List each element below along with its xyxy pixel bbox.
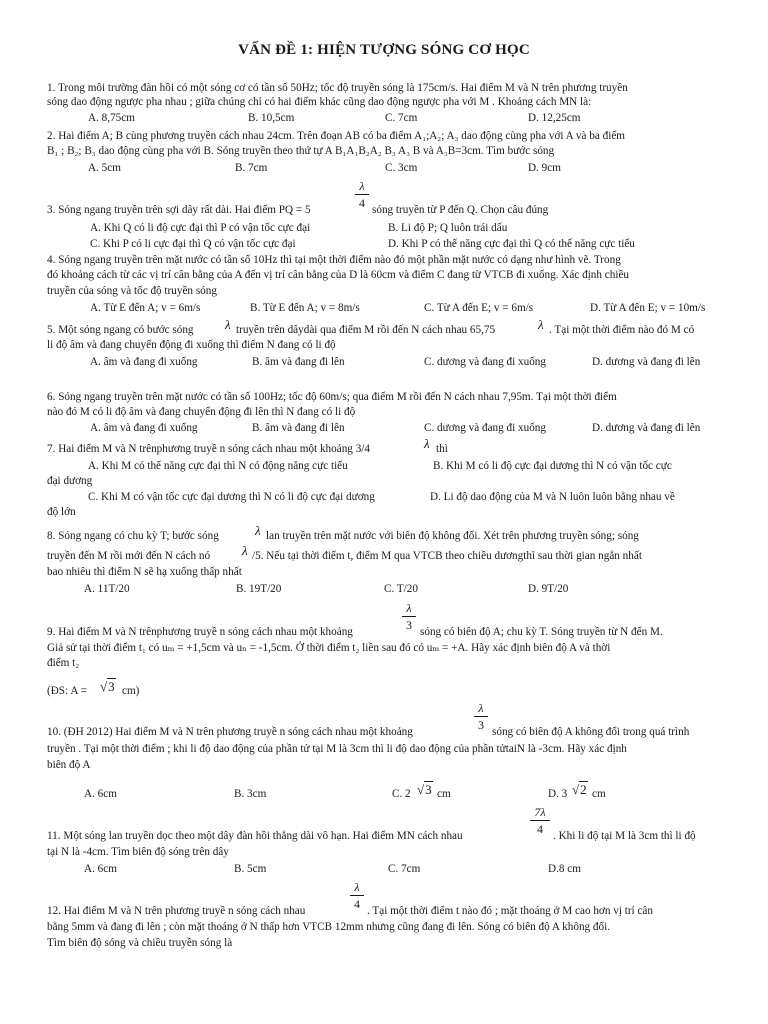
q8-lambda-1: λ xyxy=(255,523,261,538)
q10-option-a: A. 6cm xyxy=(84,788,117,800)
q11-line-2: tại N là -4cm. Tìm biên độ sóng trên dây xyxy=(47,846,229,858)
q8-line-1b: lan truyền trên mặt nước với biên độ không đổi. Xét trên phương truyền sóng; sóng xyxy=(266,530,639,542)
q6-line-2: nào đó M có li độ âm và đang chuyển động đi lên thì N đang có li độ xyxy=(47,406,356,418)
q10-fraction xyxy=(474,701,488,732)
q9-frac-num: λ xyxy=(402,601,416,617)
q3-frac-den: 4 xyxy=(359,196,365,210)
q9-fraction xyxy=(402,601,416,632)
q5-option-c: C. dương và đang đi xuống xyxy=(424,356,546,368)
q11-option-b: B. 5cm xyxy=(234,863,267,875)
q10-option-b: B. 3cm xyxy=(234,788,267,800)
q10-option-d-radicand: 2 xyxy=(580,782,587,797)
q7-lambda: λ xyxy=(424,436,430,451)
q5-line-1c: . Tại một thời điểm nào đó M có xyxy=(549,324,695,336)
q4-option-c: C. Từ A đến E; v = 6m/s xyxy=(424,302,534,314)
q7-line-1a: 7. Hai điểm M và N trênphương truyề n sóng cách nhau một khoảng 3/4 xyxy=(47,443,370,455)
q3-line-1a: 3. Sóng ngang truyền trên sợi dây rất dài. Hai điểm PQ = 5 xyxy=(47,204,311,216)
q10-option-d-suffix: cm xyxy=(592,788,606,800)
q10-option-c-prefix: C. 2 xyxy=(392,788,411,800)
q12-line-1a: 12. Hai điểm M và N trên phương truyề n sóng cách nhau xyxy=(47,905,306,917)
q11-option-c: C. 7cm xyxy=(388,863,421,875)
q2-option-c: C. 3cm xyxy=(385,162,418,174)
q1-option-a: A. 8,75cm xyxy=(88,112,135,124)
q11-line-1b: . Khi li độ tại M là 3cm thì li độ xyxy=(553,830,696,842)
q1-option-c: C. 7cm xyxy=(385,112,418,124)
q4-line-3: truyền của sóng và tốc độ truyền sóng xyxy=(47,285,217,297)
q8-line-2a: truyền đến M rồi mới đến N cách nó xyxy=(47,550,211,562)
q3-option-c: C. Khi P có li cực đại thì Q có vận tốc cực đại xyxy=(90,238,296,250)
q5-line-2: li độ âm và đang chuyển động đi xuống thì điểm N đang có li độ xyxy=(47,339,336,351)
q3-option-b: B. Li độ P; Q luôn trái dấu xyxy=(388,222,508,234)
q3-fraction xyxy=(355,179,369,210)
q11-frac-num: 7λ xyxy=(530,805,550,821)
q11-fraction xyxy=(530,805,550,836)
q5-line-1b: truyền trên dâydài qua điểm M rồi đến N cách nhau 65,75 xyxy=(236,324,496,336)
q2-option-b: B. 7cm xyxy=(235,162,268,174)
q3-frac-num: λ xyxy=(355,179,369,195)
q8-option-a: A. 11T/20 xyxy=(84,583,130,595)
q9-answer-radicand: 3 xyxy=(108,679,115,694)
q7-option-c: C. Khi M có vận tốc cực đại dương thì N có li độ cực đại dương xyxy=(88,491,375,503)
q9-line-1a: 9. Hai điểm M và N trênphương truyề n sóng cách nhau một khoảng xyxy=(47,626,353,638)
q4-option-b: B. Từ E đến A; v = 8m/s xyxy=(250,302,360,314)
q3-line-1b: sóng truyền từ P đến Q. Chọn câu đúng xyxy=(372,204,549,216)
q12-line-3: Tìm biên độ sóng và chiều truyền sóng là xyxy=(47,937,233,949)
q12-line-1b: . Tại một thời điểm t nào đó ; mặt thoáng ở M cao hơn vị trí cân xyxy=(367,905,653,917)
q7-line-1b: thì xyxy=(436,443,448,455)
q1-line-1: 1. Trong môi trường đàn hồi có một sóng cơ có tần số 50Hz; tốc độ truyền sóng là 175cm/s. Hai điểm M và N trên phương truyền xyxy=(47,82,628,94)
q7-option-a: A. Khi M có thế năng cực đại thì N có động năng cực tiểu xyxy=(88,460,348,472)
q6-option-b: B. âm và đang đi lên xyxy=(252,422,345,434)
q8-line-1a: 8. Sóng ngang có chu kỳ T; bước sóng xyxy=(47,530,219,542)
q8-option-c: C. T/20 xyxy=(384,583,418,595)
q12-frac-num: λ xyxy=(350,880,364,896)
q7-option-d: D. Li độ dao động của M và N luôn luôn bằng nhau về xyxy=(430,491,675,503)
q5-line-1a: 5. Một sóng ngang có bước sóng xyxy=(47,324,194,336)
q6-option-d: D. dương và đang đi lên xyxy=(592,422,701,434)
q7-line-3: đại dương xyxy=(47,475,93,487)
q10-line-1a: 10. (ĐH 2012) Hai điểm M và N trên phương truyề n sóng cách nhau một khoảng xyxy=(47,726,413,738)
q7-option-b: B. Khi M có li độ cực đại dương thì N có vận tốc cực xyxy=(433,460,672,472)
q6-option-c: C. dương và đang đi xuống xyxy=(424,422,546,434)
q5-option-d: D. dương và đang đi lên xyxy=(592,356,701,368)
q12-fraction xyxy=(350,880,364,911)
q10-line-1b: sóng có biên độ A không đổi trong quá trình xyxy=(492,726,690,738)
q2-line-1: 2. Hai điểm A; B cùng phương truyền cách nhau 24cm. Trên đoạn AB có ba điểm A₁;A₂; A₃ dao động cùng pha với A và ba điểm xyxy=(47,130,626,142)
q5-option-a: A. âm và đang đi xuống xyxy=(90,356,198,368)
q4-line-1: 4. Sóng ngang truyền trên mặt nước có tần số 10Hz thì tại một thời điểm nào đó một phần mặt nước có dạng như hình vẽ. Trong xyxy=(47,254,621,266)
q11-line-1a: 11. Một sóng lan truyền dọc theo một dây đàn hồi thẳng dài vô hạn. Hai điểm MN cách nhau xyxy=(47,830,463,842)
q10-option-c-suffix: cm xyxy=(437,788,451,800)
q7-line-5: độ lớn xyxy=(47,506,76,518)
q9-frac-den: 3 xyxy=(406,618,412,632)
q8-lambda-2: λ xyxy=(242,543,248,558)
q6-line-1: 6. Sóng ngang truyền trên mặt nước có tần số 100Hz; tốc độ 60m/s; qua điểm M rồi đến N cách nhau 7,95m. Tại một thời điểm xyxy=(47,391,617,403)
page-title: VẤN ĐỀ 1: HIỆN TƯỢNG SÓNG CƠ HỌC xyxy=(238,42,530,58)
q6-option-a: A. âm và đang đi xuống xyxy=(90,422,198,434)
q3-option-d: D. Khi P có thế năng cực đại thì Q có thế năng cực tiểu xyxy=(388,238,635,250)
q10-option-c-sqrt: √3 xyxy=(417,782,432,797)
q5-lambda-1: λ xyxy=(225,317,231,332)
q11-option-d: D.8 cm xyxy=(548,863,581,875)
q1-option-d: D. 12,25cm xyxy=(528,112,581,124)
q1-line-2: sóng dao động ngược pha nhau ; giữa chúng chỉ có hai điểm khác cũng dao động ngược pha với M . Khoảng cách MN là: xyxy=(47,96,592,108)
q8-option-d: D. 9T/20 xyxy=(528,583,569,595)
q10-option-d-prefix: D. 3 xyxy=(548,788,568,800)
q9-answer-sqrt: √3 xyxy=(100,679,115,694)
q2-line-2: B₁ ; B₂; B₃ dao động cùng pha với B. Sóng truyền theo thứ tự A B₁A₁B₂A₂ B₃ A₃ B và A₃B=3cm. Tìm bước sóng xyxy=(47,145,555,157)
q9-line-1b: sóng có biên độ A; chu kỳ T. Sóng truyền từ N đến M. xyxy=(420,626,663,638)
q5-lambda-2: λ xyxy=(538,317,544,332)
q12-frac-den: 4 xyxy=(354,897,360,911)
q10-frac-den: 3 xyxy=(478,718,484,732)
q10-line-3: biên độ A xyxy=(47,759,91,771)
q12-line-2: bằng 5mm và đang đi lên ; còn mặt thoáng ở N thấp hơn VTCB 12mm nhưng cũng đang đi lên. Sóng có biên độ A không đổi. xyxy=(47,921,611,933)
q5-option-b: B. âm và đang đi lên xyxy=(252,356,345,368)
q3-option-a: A. Khi Q có li độ cực đại thì P có vận tốc cực đại xyxy=(90,222,311,234)
q8-line-3: bao nhiêu thì điểm N sẽ hạ xuống thấp nhất xyxy=(47,566,242,578)
q2-option-d: D. 9cm xyxy=(528,162,561,174)
q9-line-2: Giả sử tại thời điểm t₁ có uₘ = +1,5cm và uₙ = -1,5cm. Ở thời điểm t₂ liền sau đó có uₘ = +A. Hãy xác định biên độ A và thời xyxy=(47,642,611,654)
q1-option-b: B. 10,5cm xyxy=(248,112,295,124)
q4-option-d: D. Từ A đến E; v = 10m/s xyxy=(590,302,706,314)
q4-option-a: A. Từ E đến A; v = 6m/s xyxy=(90,302,201,314)
q8-line-2b: /5. Nếu tại thời điểm t, điểm M qua VTCB theo chiều dươngthì sau thời gian ngắn nhất xyxy=(252,550,642,562)
q8-option-b: B. 19T/20 xyxy=(236,583,282,595)
q2-option-a: A. 5cm xyxy=(88,162,121,174)
q4-line-2: đó khoảng cách từ các vị trí cân bằng của A đến vị trí cân bằng của D là 60cm và điểm C đang từ VTCB đi xuống. Xác định chiều xyxy=(47,269,630,281)
q10-frac-num: λ xyxy=(474,701,488,717)
q11-option-a: A. 6cm xyxy=(84,863,117,875)
q10-option-d-sqrt: √2 xyxy=(572,782,587,797)
q9-answer-prefix: (ĐS: A = xyxy=(47,685,87,697)
q10-line-2: truyền . Tại một thời điểm ; khi li độ dao động của phần tử tại M là 3cm thì li độ dao động của phần tửtaiN là -3cm. Hãy xác định xyxy=(47,743,627,755)
q11-frac-den: 4 xyxy=(537,822,543,836)
q9-line-3: điểm t₂ xyxy=(47,657,80,669)
q9-answer-suffix: cm) xyxy=(122,685,140,697)
q10-option-c-radicand: 3 xyxy=(425,782,432,797)
